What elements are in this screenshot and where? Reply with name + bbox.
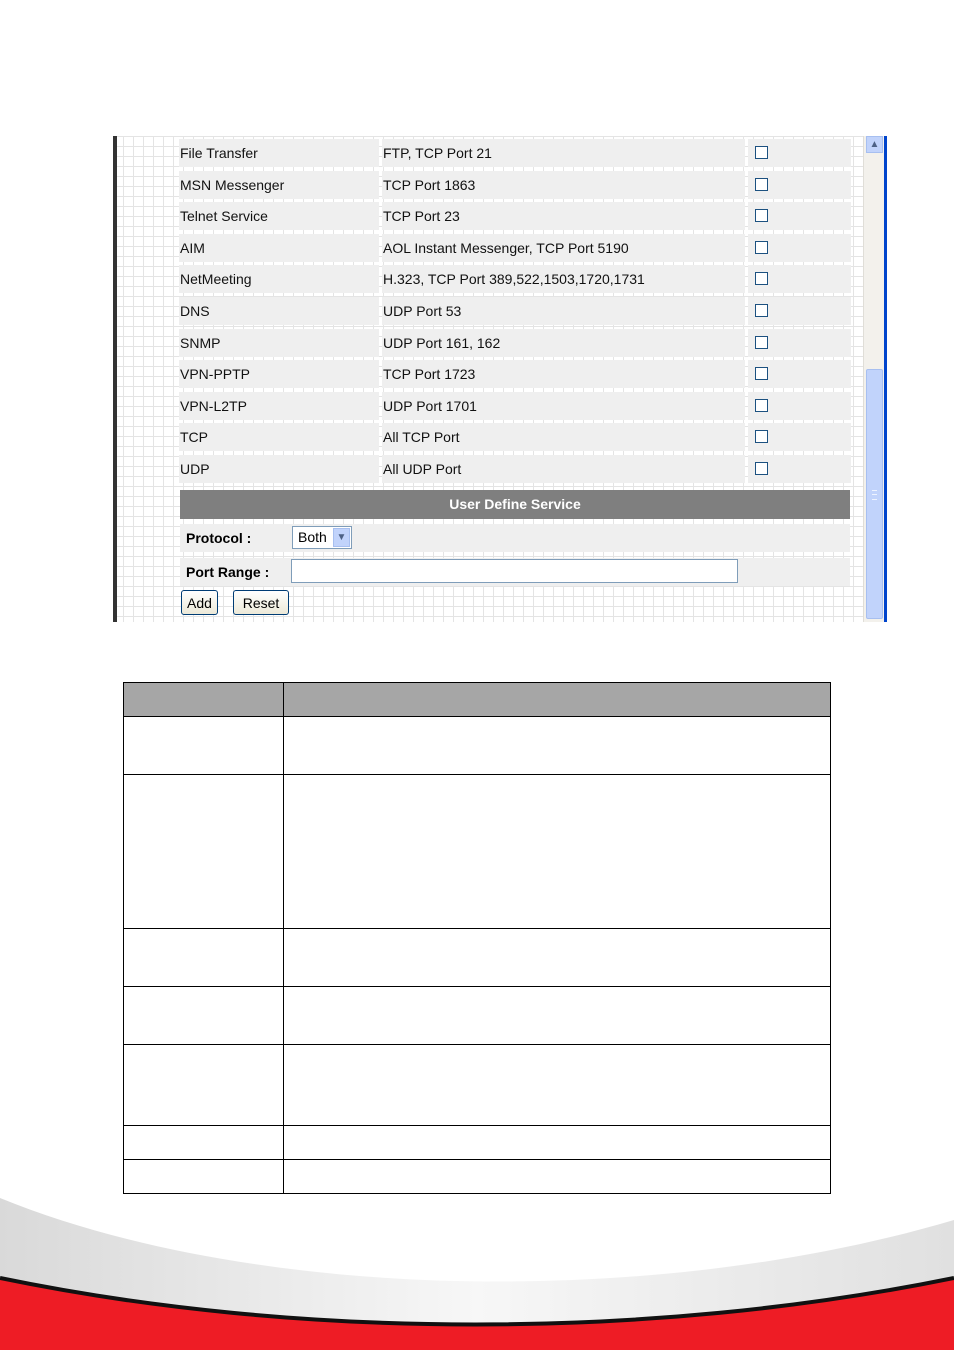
table-cell (284, 987, 831, 1045)
service-description: H.323, TCP Port 389,522,1503,1720,1731 (382, 265, 745, 293)
service-name: AIM (179, 234, 379, 262)
service-description: FTP, TCP Port 21 (382, 139, 745, 167)
service-select-cell (748, 234, 851, 262)
scroll-thumb[interactable] (866, 369, 883, 619)
service-table (179, 137, 850, 485)
service-select-cell (748, 392, 851, 420)
table-cell (124, 717, 284, 775)
protocol-select-value: Both (298, 529, 327, 545)
service-name: MSN Messenger (179, 171, 379, 199)
service-checkbox[interactable] (755, 462, 768, 475)
service-checkbox[interactable] (755, 146, 768, 159)
service-description: All TCP Port (382, 423, 745, 451)
service-name: Telnet Service (179, 202, 379, 230)
table-row (179, 295, 850, 327)
footer-swoosh (0, 1190, 954, 1350)
service-checkbox[interactable] (755, 367, 768, 380)
service-checkbox[interactable] (755, 178, 768, 191)
port-range-label: Port Range : (186, 564, 270, 580)
table-row (179, 327, 850, 359)
table-cell (284, 1160, 831, 1194)
service-name: UDP (179, 455, 379, 483)
protocol-select[interactable] (292, 526, 352, 549)
scroll-up-icon[interactable]: ▲ (866, 136, 883, 153)
service-description: All UDP Port (382, 455, 745, 483)
table-row (179, 137, 850, 169)
table-row (179, 390, 850, 422)
table-cell (124, 987, 284, 1045)
table-cell (124, 1160, 284, 1194)
service-checkbox[interactable] (755, 336, 768, 349)
service-select-cell (748, 265, 851, 293)
header-cell (284, 683, 831, 717)
table-cell (284, 775, 831, 929)
service-description: UDP Port 1701 (382, 392, 745, 420)
protocol-row (180, 524, 850, 552)
service-description: UDP Port 53 (382, 297, 745, 325)
vertical-scrollbar[interactable] (863, 136, 884, 622)
service-name: VPN-L2TP (179, 392, 379, 420)
service-name: TCP (179, 423, 379, 451)
service-select-cell (748, 297, 851, 325)
service-checkbox[interactable] (755, 304, 768, 317)
service-select-cell (748, 171, 851, 199)
table-row (124, 1160, 831, 1194)
service-select-cell (748, 455, 851, 483)
service-select-cell (748, 202, 851, 230)
service-description: TCP Port 1723 (382, 360, 745, 388)
table-row (179, 169, 850, 201)
table-cell (284, 717, 831, 775)
description-table (123, 682, 831, 1194)
grip-icon (872, 490, 877, 500)
table-cell (124, 929, 284, 987)
service-description: UDP Port 161, 162 (382, 329, 745, 357)
service-select-cell (748, 423, 851, 451)
frame-left-border (113, 136, 117, 622)
add-button[interactable]: Add (181, 590, 218, 615)
service-description: AOL Instant Messenger, TCP Port 5190 (382, 234, 745, 262)
service-checkbox[interactable] (755, 209, 768, 222)
table-cell (124, 1126, 284, 1160)
service-name: DNS (179, 297, 379, 325)
table-header-row (124, 683, 831, 717)
table-row (179, 200, 850, 232)
chevron-down-icon[interactable]: ▼ (333, 528, 350, 547)
table-row (124, 1126, 831, 1160)
service-checkbox[interactable] (755, 430, 768, 443)
table-cell (124, 775, 284, 929)
service-description: TCP Port 23 (382, 202, 745, 230)
table-cell (124, 1045, 284, 1126)
service-name: VPN-PPTP (179, 360, 379, 388)
service-checkbox[interactable] (755, 399, 768, 412)
table-row (124, 775, 831, 929)
header-cell (124, 683, 284, 717)
table-row (179, 263, 850, 295)
protocol-label: Protocol : (186, 530, 252, 546)
port-range-row (180, 558, 850, 586)
service-description: TCP Port 1863 (382, 171, 745, 199)
service-name: NetMeeting (179, 265, 379, 293)
table-row (124, 987, 831, 1045)
table-row (179, 232, 850, 264)
service-name: File Transfer (179, 139, 379, 167)
service-checkbox[interactable] (755, 272, 768, 285)
frame-right-border (884, 136, 887, 622)
service-select-cell (748, 139, 851, 167)
user-define-service-header: User Define Service (180, 490, 850, 519)
service-checkbox[interactable] (755, 241, 768, 254)
service-select-cell (748, 360, 851, 388)
table-row (179, 453, 850, 485)
table-cell (284, 1126, 831, 1160)
port-range-input[interactable] (291, 559, 738, 583)
table-cell (284, 929, 831, 987)
service-select-cell (748, 329, 851, 357)
service-name: SNMP (179, 329, 379, 357)
table-row (124, 717, 831, 775)
table-row (124, 1045, 831, 1126)
reset-button[interactable]: Reset (233, 590, 289, 615)
router-ui-screenshot (113, 136, 887, 622)
table-row (179, 358, 850, 390)
table-row (179, 421, 850, 453)
table-row (124, 929, 831, 987)
table-cell (284, 1045, 831, 1126)
